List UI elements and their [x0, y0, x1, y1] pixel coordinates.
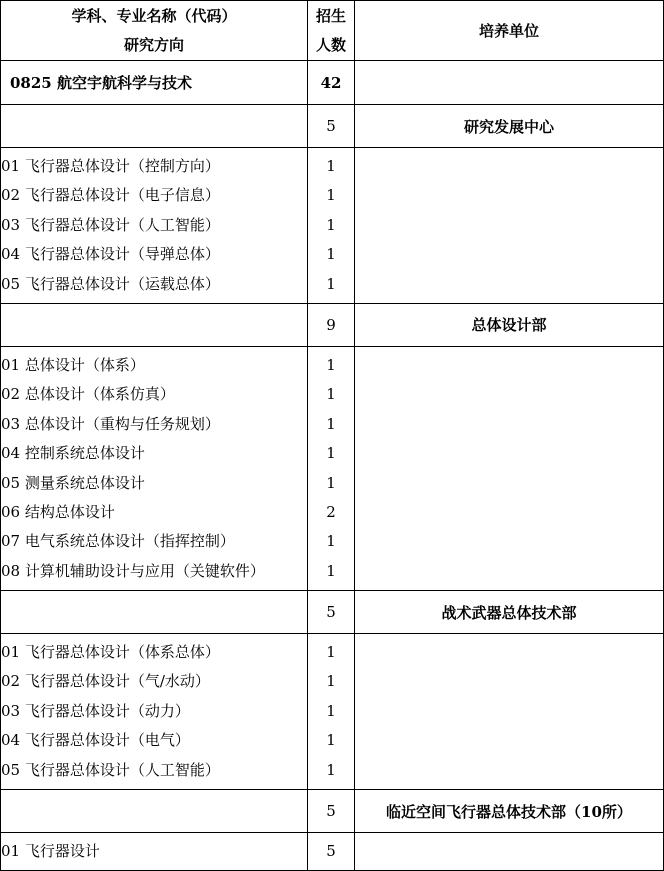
direction-label: 06 结构总体设计 [1, 502, 115, 521]
direction-label: 04 控制系统总体设计 [1, 444, 145, 463]
direction-list [1, 346, 308, 590]
direction-count: 1 [326, 561, 336, 580]
major-count: 42 [308, 61, 355, 105]
direction-label: 04 飞行器总体设计（电气） [1, 731, 190, 750]
direction-label: 01 飞行器总体设计（体系总体） [1, 643, 220, 662]
direction-count: 1 [326, 532, 336, 551]
direction-count: 1 [326, 186, 336, 205]
unit-row [1, 790, 664, 833]
direction-count-list [308, 833, 355, 871]
direction-count: 1 [326, 643, 336, 662]
unit-name: 研究发展中心 [355, 105, 664, 148]
major-row [1, 61, 664, 105]
direction-count: 1 [326, 355, 336, 374]
direction-label: 05 测量系统总体设计 [1, 473, 145, 492]
direction-count: 1 [326, 731, 336, 750]
direction-unit-cell [355, 148, 664, 304]
major-name: 0825 航空宇航科学与技术 [1, 61, 308, 105]
direction-count: 1 [326, 385, 336, 404]
header-count-label-1: 招生 [315, 6, 346, 25]
direction-count: 1 [326, 215, 336, 234]
direction-list [1, 634, 308, 790]
header-unit-label: 培养单位 [478, 22, 539, 40]
unit-blank-cell [1, 105, 308, 148]
direction-list [1, 833, 308, 871]
unit-blank-cell [1, 591, 308, 634]
direction-count: 1 [326, 274, 336, 293]
direction-label: 05 飞行器总体设计（运载总体） [1, 274, 220, 293]
direction-label: 01 飞行器总体设计（控制方向） [1, 157, 220, 175]
direction-count: 1 [326, 157, 336, 175]
direction-count: 1 [326, 760, 336, 779]
direction-group [1, 634, 664, 790]
unit-row [1, 303, 664, 346]
direction-label: 07 电气系统总体设计（指挥控制） [1, 532, 235, 551]
unit-count: 9 [308, 303, 355, 346]
direction-count-list [308, 634, 355, 790]
direction-count: 1 [326, 473, 336, 492]
direction-unit-cell [355, 346, 664, 590]
direction-label: 02 飞行器总体设计（电子信息） [1, 186, 220, 205]
direction-label: 01 总体设计（体系） [1, 355, 145, 374]
direction-group [1, 148, 664, 304]
direction-list [1, 148, 308, 304]
direction-label: 03 总体设计（重构与任务规划） [1, 414, 220, 433]
header-discipline-label: 学科、专业名称（代码） [71, 6, 237, 25]
direction-count-list [308, 346, 355, 590]
units-body [1, 105, 664, 871]
direction-count-list [308, 148, 355, 304]
direction-count: 1 [326, 245, 336, 264]
direction-unit-cell [355, 833, 664, 871]
direction-group [1, 833, 664, 871]
unit-count: 5 [308, 790, 355, 833]
header-count-label-2: 人数 [315, 35, 346, 54]
direction-count: 1 [326, 672, 336, 691]
direction-count: 1 [326, 701, 336, 720]
direction-count: 5 [326, 842, 336, 861]
unit-row [1, 105, 664, 148]
direction-count: 1 [326, 444, 336, 463]
header-direction-label: 研究方向 [123, 35, 184, 54]
header-unit-cell [355, 1, 664, 61]
direction-label: 02 总体设计（体系仿真） [1, 385, 175, 404]
direction-unit-cell [355, 634, 664, 790]
unit-name: 总体设计部 [355, 303, 664, 346]
direction-label: 03 飞行器总体设计（人工智能） [1, 215, 220, 234]
direction-label: 08 计算机辅助设计与应用（关键软件） [1, 561, 265, 580]
unit-row [1, 591, 664, 634]
direction-label: 02 飞行器总体设计（气/水动） [1, 672, 210, 691]
unit-count: 5 [308, 105, 355, 148]
direction-label: 04 飞行器总体设计（导弹总体） [1, 245, 220, 264]
direction-count: 2 [326, 502, 336, 521]
direction-label: 01 飞行器设计 [1, 842, 100, 861]
direction-group [1, 346, 664, 590]
major-unit-cell [355, 61, 664, 105]
unit-blank-cell [1, 303, 308, 346]
unit-count: 5 [308, 591, 355, 634]
header-discipline-cell [1, 1, 308, 61]
unit-blank-cell [1, 790, 308, 833]
direction-label: 05 飞行器总体设计（人工智能） [1, 760, 220, 779]
unit-name: 战术武器总体技术部 [355, 591, 664, 634]
unit-name: 临近空间飞行器总体技术部（10所） [355, 790, 664, 833]
header-count-cell [308, 1, 355, 61]
header-row [1, 1, 664, 61]
direction-label: 03 飞行器总体设计（动力） [1, 701, 190, 720]
direction-count: 1 [326, 414, 336, 433]
